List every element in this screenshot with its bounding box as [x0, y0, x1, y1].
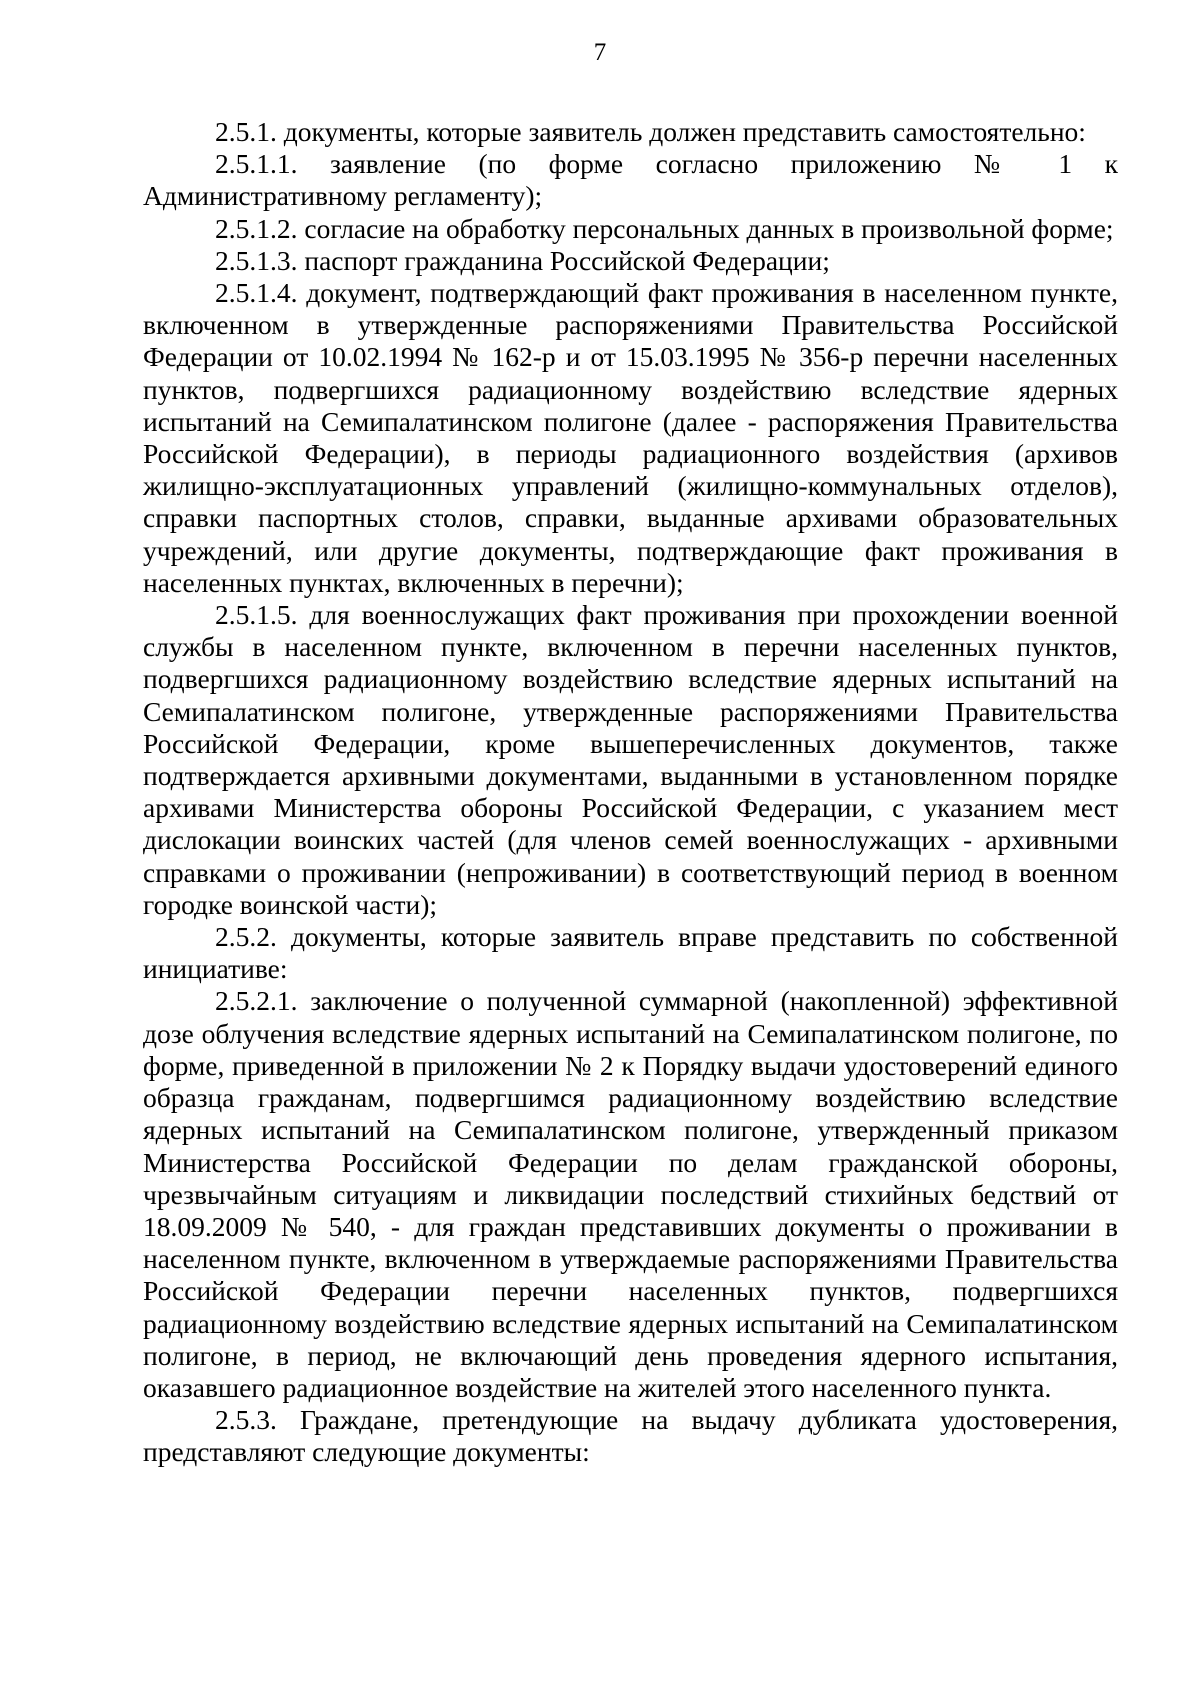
paragraph-2-5-1-2: 2.5.1.2. согласие на обработку персональных данных в произвольной форме; [215, 212, 1114, 244]
paragraph-2-5-1: 2.5.1. документы, которые заявитель должен представить самостоятельно: [215, 116, 1086, 147]
paragraph-2-5-1-5: 2.5.1.5. для военнослужащих факт проживания при прохождении военной службы в населенном пункте, включенном в перечни населенных пунктов, подвергшихся радиационному воздействию вследствие ядерных испытаний на Семипалатинском полигоне, утвержденные распоряжениями Правительства Российской Федерации, кроме вышеперечисленных документов, также подтверждается архивными документами, выданными в установленном порядке архивами Министерства обороны Российской Федерации, с указанием мест дислокации воинских частей (для членов семей военнослужащих - архивными справками о проживании (непроживании) в соответствующий период в военном городке воинской части); [143, 599, 1118, 920]
paragraph-2-5-1-4: 2.5.1.4. документ, подтверждающий факт проживания в населенном пункте, включенном в утвержденные распоряжениями Правительства Российской Федерации от 10.02.1994 № 162-р и от 15.03.1995 № 356-р перечни населенных пунктов, подвергшихся радиационному воздействию вследствие ядерных испытаний на Семипалатинском полигоне (далее - распоряжения Правительства Российской Федерации), в периоды радиационного воздействия (архивов жилищно-эксплуатационных управлений (жилищно-коммунальных отделов), справки паспортных столов, справки, выданные архивами образовательных учреждений, или другие документы, подтверждающие факт проживания в населенных пунктах, включенных в перечни); [143, 277, 1118, 598]
paragraph-2-5-2-1: 2.5.2.1. заключение о полученной суммарной (накопленной) эффективной дозе облучения вследствие ядерных испытаний на Семипалатинском полигоне, по форме, приведенной в приложении № 2 к Порядку выдачи удостоверений единого образца гражданам, подвергшимся радиационному воздействию вследствие ядерных испытаний на Семипалатинском полигоне, утвержденный приказом Министерства Российской Федерации по делам гражданской обороны, чрезвычайным ситуациям и ликвидации последствий стихийных бедствий от 18.09.2009 № 540, - для граждан представивших документы о проживании в населенном пункте, включенном в утверждаемые распоряжениями Правительства Российской Федерации перечни населенных пунктов, подвергшихся радиационному воздействию вследствие ядерных испытаний на Семипалатинском полигоне, в период, не включающий день проведения ядерного испытания, оказавшего радиационное воздействие на жителей этого населенного пункта. [143, 985, 1118, 1403]
paragraph-2-5-2: 2.5.2. документы, которые заявитель вправе представить по собственной инициативе: [143, 921, 1118, 985]
paragraph-2-5-3: 2.5.3. Граждане, претендующие на выдачу дубликата удостоверения, представляют следующие документы: [143, 1404, 1118, 1468]
paragraph-2-5-1-1: 2.5.1.1. заявление (по форме согласно приложению № 1 к Административному регламенту); [143, 148, 1118, 212]
document-body [143, 116, 1118, 1469]
paragraph-2-5-1-3: 2.5.1.3. паспорт гражданина Российской Федерации; [215, 244, 830, 276]
page-number: 7 [593, 39, 607, 66]
